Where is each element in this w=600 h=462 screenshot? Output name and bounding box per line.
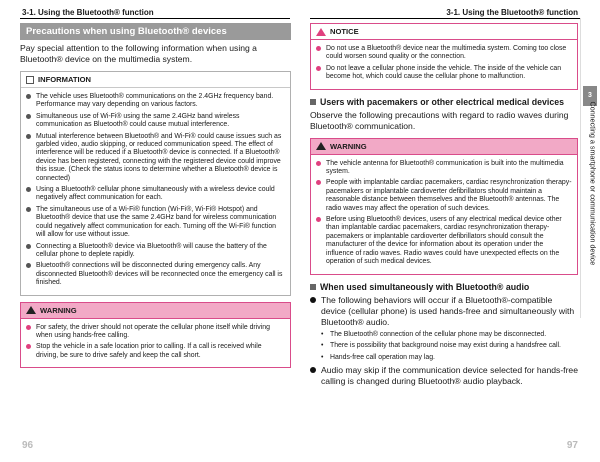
notice-box-title bbox=[311, 24, 577, 40]
warning-label: WARNING bbox=[40, 305, 77, 315]
info-item: Using a Bluetooth® cellular phone simultaneously with a wireless device could negatively affect communication for each. bbox=[26, 186, 285, 203]
pacemaker-intro: Observe the following precautions with regard to radio waves during Bluetooth® communication. bbox=[310, 109, 569, 131]
information-box-title bbox=[21, 72, 290, 88]
warning-box-right bbox=[310, 138, 578, 275]
simultaneous-bullet: The following behaviors will occur if a Bluetooth®-compatible device (cellular phone) is used hands-free and simultaneously with Bluetooth® audio. bbox=[310, 295, 578, 328]
right-column bbox=[310, 23, 578, 387]
bullet-icon bbox=[26, 207, 31, 212]
warning-list bbox=[21, 319, 290, 368]
bullet-icon bbox=[26, 244, 31, 249]
info-item: The vehicle uses Bluetooth® communications on the 2.4GHz frequency band. Performance may vary depending on various factors. bbox=[26, 93, 285, 110]
bullet-icon bbox=[316, 46, 321, 51]
info-item: Mutual interference between Bluetooth® and Wi-Fi® could cause issues such as garbled video, audio skipping, or reduced communication speed. The effect of interference will be reduced if a Bluetooth® device is connected. If a Bluetooth® device has been registered, connecting with the registered device could improve this issue. (Check the status icons to determine whether a Bluetooth® device is connected) bbox=[26, 133, 285, 183]
sub-item: • Hands-free call operation may lag. bbox=[321, 353, 435, 361]
bullet-icon bbox=[316, 161, 321, 166]
warning-icon bbox=[26, 306, 36, 314]
info-item: Bluetooth® connections will be disconnected during emergency calls. Any disconnected Bluetooth® devices will be reconnected once the emergency call is finished. bbox=[26, 262, 285, 287]
info-item: Connecting a Bluetooth® device via Bluetooth® will cause the battery of the cellular phone to deplete rapidly. bbox=[26, 243, 285, 260]
bullet-icon bbox=[316, 180, 321, 185]
info-item: Simultaneous use of Wi-Fi® using the same 2.4GHz band wireless communication as Bluetooth® could cause mutual interference. bbox=[26, 113, 285, 130]
warning-box-left bbox=[20, 302, 291, 369]
section-square-icon bbox=[310, 99, 316, 105]
left-column bbox=[20, 23, 291, 368]
section-square-icon bbox=[310, 284, 316, 290]
simultaneous-bullet: Audio may skip if the communication device selected for hands-free calling is changed during Bluetooth® audio playback. bbox=[310, 365, 578, 387]
page-number-left: 96 bbox=[22, 440, 34, 451]
simultaneous-audio-heading: When used simultaneously with Bluetooth® audio bbox=[310, 282, 578, 292]
sub-bullet-icon: • bbox=[321, 353, 324, 361]
bullet-icon bbox=[26, 134, 31, 139]
sub-item: • There is possibility that background noise may exist during a handsfree call. bbox=[321, 342, 561, 350]
sub-bullet-icon: • bbox=[321, 342, 324, 350]
warning-list bbox=[311, 155, 577, 274]
information-label: INFORMATION bbox=[38, 75, 92, 84]
sub-item: • The Bluetooth® connection of the cellular phone may be disconnected. bbox=[321, 330, 547, 338]
header-rule-left bbox=[20, 18, 290, 19]
notice-item: Do not leave a cellular phone inside the vehicle. The inside of the vehicle can become hot, which could cause the cellular phone to malfunction. bbox=[316, 65, 572, 82]
chapter-side-label: Connecting a smartphone or communication device bbox=[588, 101, 598, 266]
warning-label: WARNING bbox=[330, 141, 367, 151]
bullet-icon bbox=[26, 187, 31, 192]
bullet-icon bbox=[316, 66, 321, 71]
warning-item: The vehicle antenna for Bluetooth® communication is built into the multimedia system. bbox=[316, 160, 572, 177]
info-item: The simultaneous use of a Wi-Fi® function (Wi-Fi®, Wi-Fi® Hotspot) and Bluetooth® device that use the same 2.4GHz band for wireless communication could negatively affect communication for each. Turning off the Wi-Fi® function will allow for use without issue. bbox=[26, 206, 285, 240]
intro-paragraph: Pay special attention to the following information when using a Bluetooth® device on the multimedia system. bbox=[20, 43, 257, 64]
page-header-left: 3-1. Using the Bluetooth® function bbox=[22, 8, 154, 17]
warning-icon bbox=[316, 142, 326, 150]
warning-item: Stop the vehicle in a safe location prior to calling. If a call is received while driving, be sure to drive safely and keep the call short. bbox=[26, 343, 285, 360]
warning-item: People with implantable cardiac pacemakers, cardiac resynchronization therapy-pacemakers or implantable cardioverter defibrillators should maintain a reasonable distance between themselves and the Bluetooth® antennas. The radio waves may affect the operation of such devices. bbox=[316, 179, 572, 213]
page-header-right: 3-1. Using the Bluetooth® function bbox=[446, 8, 578, 17]
header-rule-right bbox=[310, 18, 580, 19]
bullet-icon bbox=[26, 94, 31, 99]
sub-bullet-icon: • bbox=[321, 330, 324, 338]
notice-label: NOTICE bbox=[330, 27, 359, 36]
pacemaker-heading: Users with pacemakers or other electrical medical devices bbox=[310, 97, 578, 107]
information-list bbox=[21, 88, 290, 295]
bullet-icon bbox=[316, 217, 321, 222]
section-title-bar: Precautions when using Bluetooth® devices bbox=[20, 23, 291, 40]
information-box bbox=[20, 71, 291, 296]
page-number-right: 97 bbox=[566, 440, 578, 451]
bullet-icon bbox=[310, 367, 316, 373]
bullet-icon bbox=[26, 114, 31, 119]
bullet-icon bbox=[26, 263, 31, 268]
warning-box-title bbox=[21, 303, 290, 319]
chapter-tab: 3 bbox=[583, 86, 597, 106]
warning-item: Before using Bluetooth® devices, users of any electrical medical device other than implantable cardiac pacemakers, cardiac resynchronization therapy-pacemakers or implantable cardioverter defibrillators should consult the manufacturer of the device for information about its operation under the influence of radio waves. Radio waves could have unexpected effects on the operation of such medical devices. bbox=[316, 216, 572, 266]
warning-box-title bbox=[311, 139, 577, 155]
notice-list bbox=[311, 40, 577, 89]
notice-item: Do not use a Bluetooth® device near the multimedia system. Coming too close could worsen sound quality or the connection. bbox=[316, 45, 572, 62]
bullet-icon bbox=[310, 297, 316, 303]
bullet-icon bbox=[26, 325, 31, 330]
notice-icon bbox=[316, 28, 326, 36]
warning-item: For safety, the driver should not operate the cellular phone itself while driving when using hands-free calling. bbox=[26, 324, 285, 341]
notice-box bbox=[310, 23, 578, 90]
info-icon bbox=[26, 76, 34, 84]
bullet-icon bbox=[26, 344, 31, 349]
